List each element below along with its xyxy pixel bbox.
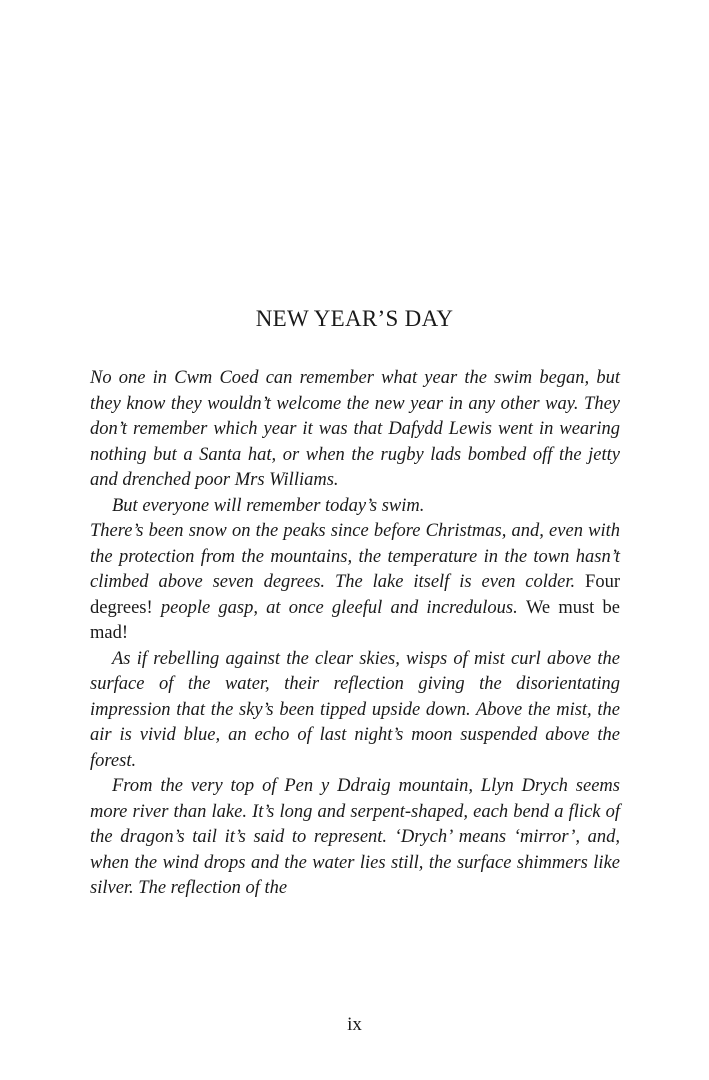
chapter-title: NEW YEAR’S DAY xyxy=(255,306,454,331)
paragraph-snow-gasp: people gasp, at once gleeful and incredulous. xyxy=(152,597,526,618)
chapter-body xyxy=(90,366,620,902)
paragraph-snow-text: There’s been snow on the peaks since before Christmas, and, even with the protection from the mountains, the temperature in the town hasn’t climbed above seven degrees. The lake itself is even colder. xyxy=(90,521,620,592)
page-number: ix xyxy=(347,1014,362,1035)
paragraph-snow xyxy=(90,519,620,647)
paragraph-mountain: From the very top of Pen y Ddraig mountain, Llyn Drych seems more river than lake. It’s long and serpent-shaped, each bend a flick of the dragon’s tail it’s said to represent. ‘Drych’ means ‘mirror’, and, when the wind drops and the water lies still, the surface shimmers like silver. The reflection of the xyxy=(90,776,620,898)
paragraph-opening: No one in Cwm Coed can remember what year the swim began, but they know they wouldn’t welcome the new year in any other way. They don’t remember which year it was that Dafydd Lewis went in wearing nothing but a Santa hat, or when the rugby lads bombed off the jetty and drenched poor Mrs Williams. xyxy=(90,368,620,490)
quote-we-must-be-mad: We must be mad! xyxy=(90,597,620,643)
paragraph-mist: As if rebelling against the clear skies, wisps of mist curl above the surface of the water, their reflection giving the disorientating impression that the sky’s been tipped upside down. Above the mist, the air is vivid blue, an echo of last night’s moon suspended above the forest. xyxy=(90,648,620,771)
quote-four-degrees: Four degrees! xyxy=(90,572,620,618)
paragraph-remember: But everyone will remember today’s swim. xyxy=(112,495,425,516)
